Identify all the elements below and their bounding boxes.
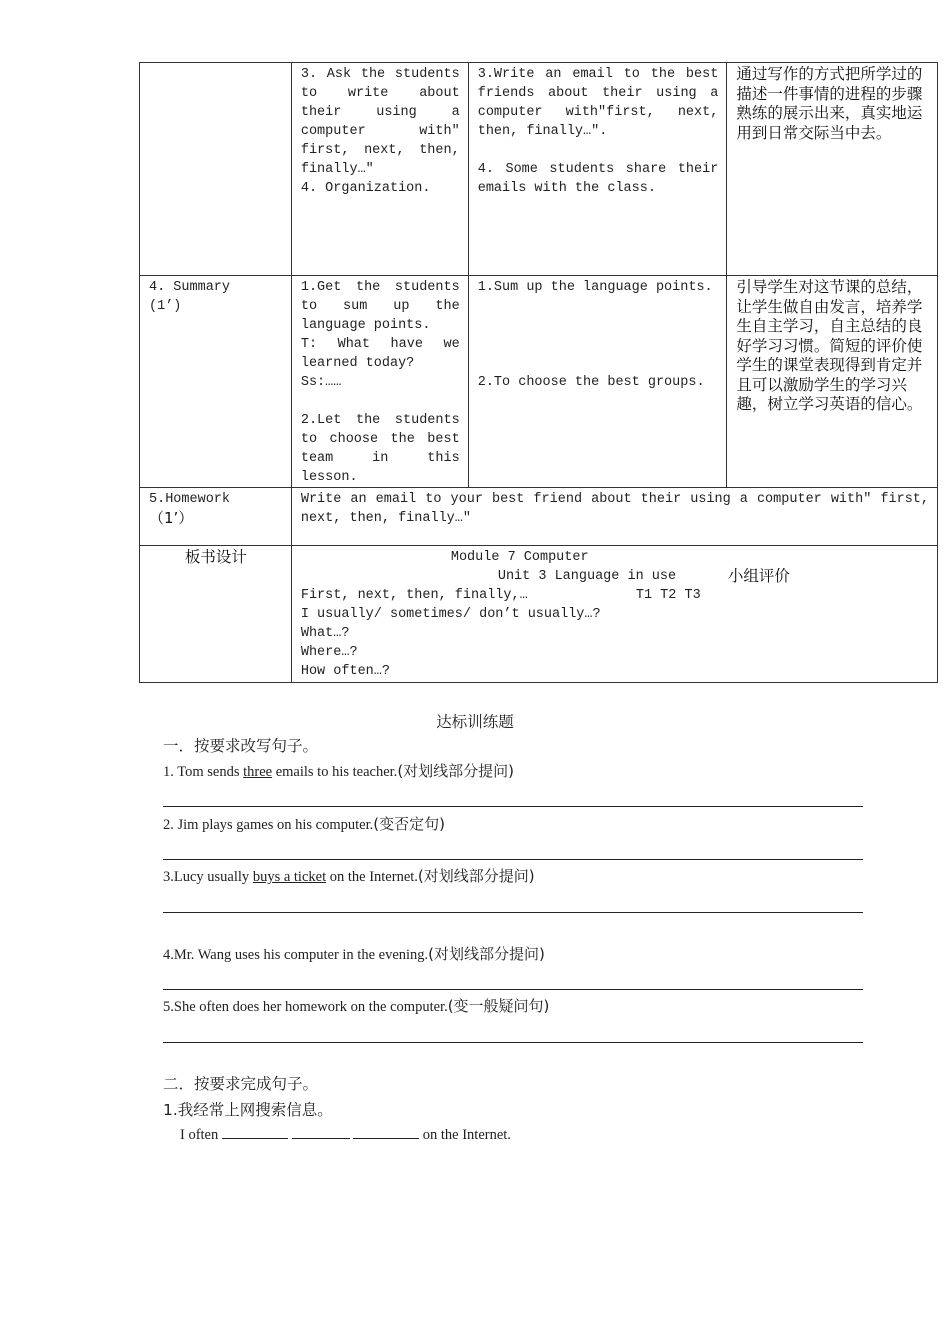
table-row — [140, 546, 938, 683]
exercise-title: 达标训练题 — [436, 713, 514, 731]
completion-question-1: 1.我经常上网搜索信息。 — [163, 1101, 333, 1119]
student-activity-cell: 3.Write an email to the best friends about their using a computer with"first, next, then, finally…". 4. Some students share their emails with the class. — [468, 63, 727, 276]
underlined-part: three — [243, 764, 273, 780]
group-eval-label: 小组评价 — [727, 567, 790, 585]
board-line: I usually/ sometimes/ don’t usually…? — [300, 607, 601, 622]
stage-cell — [140, 63, 292, 276]
question-instruction: (对划线部分提问) — [428, 945, 545, 963]
answer-line[interactable] — [163, 1042, 863, 1043]
question-text: 4.Mr. Wang uses his computer in the evening. — [163, 947, 429, 963]
board-unit-line — [301, 567, 929, 586]
table-row — [140, 63, 938, 276]
board-module-title: Module 7 Computer — [450, 550, 589, 565]
question-instruction: (变一般疑问句) — [447, 997, 550, 1015]
table-row — [140, 488, 938, 546]
section-one-heading: 一．按要求改写句子。 — [163, 737, 319, 755]
board-design-label: 板书设计 — [140, 546, 292, 683]
question-2 — [163, 813, 863, 834]
fill-blank[interactable] — [353, 1124, 419, 1139]
question-3 — [163, 865, 863, 886]
table-row — [140, 276, 938, 488]
answer-line[interactable] — [163, 859, 863, 860]
fill-blank[interactable] — [222, 1124, 288, 1139]
homework-label: 5.Homework — [149, 492, 231, 507]
underlined-part: buys a ticket — [252, 869, 327, 885]
team-labels: T1 T2 T3 — [635, 588, 701, 603]
teacher-activity-cell: 1.Get the students to sum up the language points. T: What have we learned today? Ss:…… 2.Let the students to choose the best team in this lesson. — [291, 276, 468, 488]
stage-cell — [140, 488, 292, 546]
homework-content-cell: Write an email to your best friend about their using a computer with" first, next, then, finally…" — [291, 488, 937, 546]
homework-time: （1’） — [149, 509, 194, 527]
design-purpose-cell: 引导学生对这节课的总结，让学生做自由发言，培养学生自主学习，自主总结的良好学习习惯。简短的评价使学生的课堂表现得到肯定并且可以激励学生的学习兴趣，树立学习英语的信心。 — [727, 276, 938, 488]
teacher-activity-cell: 3. Ask the students to write about their using a computer with" first, next, then, finally…" 4. Organization. — [291, 63, 468, 276]
question-1 — [163, 760, 863, 781]
question-5 — [163, 995, 863, 1016]
board-line: How often…? — [300, 664, 390, 679]
board-line: What…? — [300, 626, 350, 641]
answer-line[interactable] — [163, 806, 863, 807]
design-purpose-cell: 通过写作的方式把所学过的描述一件事情的进程的步骤熟练的展示出来，真实地运用到日常交际当中去。 — [727, 63, 938, 276]
section-two-heading: 二．按要求完成句子。 — [163, 1075, 319, 1093]
fill-blank[interactable] — [292, 1124, 350, 1139]
answer-line[interactable] — [163, 912, 863, 913]
question-instruction: (变否定句) — [373, 815, 445, 833]
student-activity-cell: 1.Sum up the language points. 2.To choose the best groups. — [468, 276, 727, 488]
question-text: 1. Tom sends — [163, 764, 244, 780]
question-4 — [163, 943, 863, 964]
completion-sentence — [180, 1124, 880, 1144]
question-text: 2. Jim plays games on his computer. — [163, 817, 374, 833]
sentence-end: on the Internet. — [422, 1127, 511, 1143]
board-design-content — [291, 546, 937, 683]
question-text: 3.Lucy usually — [163, 869, 253, 885]
question-text: 5.She often does her homework on the computer. — [163, 999, 448, 1015]
sentence-start: I often — [180, 1127, 219, 1143]
stage-cell: 4. Summary (1’) — [140, 276, 292, 488]
board-unit-title: Unit 3 Language in use — [497, 569, 677, 584]
question-text: on the Internet. — [326, 869, 418, 885]
lesson-plan-table — [139, 62, 938, 683]
question-instruction: (对划线部分提问) — [397, 762, 515, 780]
board-line: Where…? — [300, 645, 358, 660]
question-instruction: (对划线部分提问) — [417, 867, 535, 885]
board-line-text: First, next, then, finally,… — [300, 588, 528, 603]
answer-line[interactable] — [163, 989, 863, 990]
question-text: emails to his teacher. — [272, 764, 398, 780]
board-line — [301, 586, 929, 605]
